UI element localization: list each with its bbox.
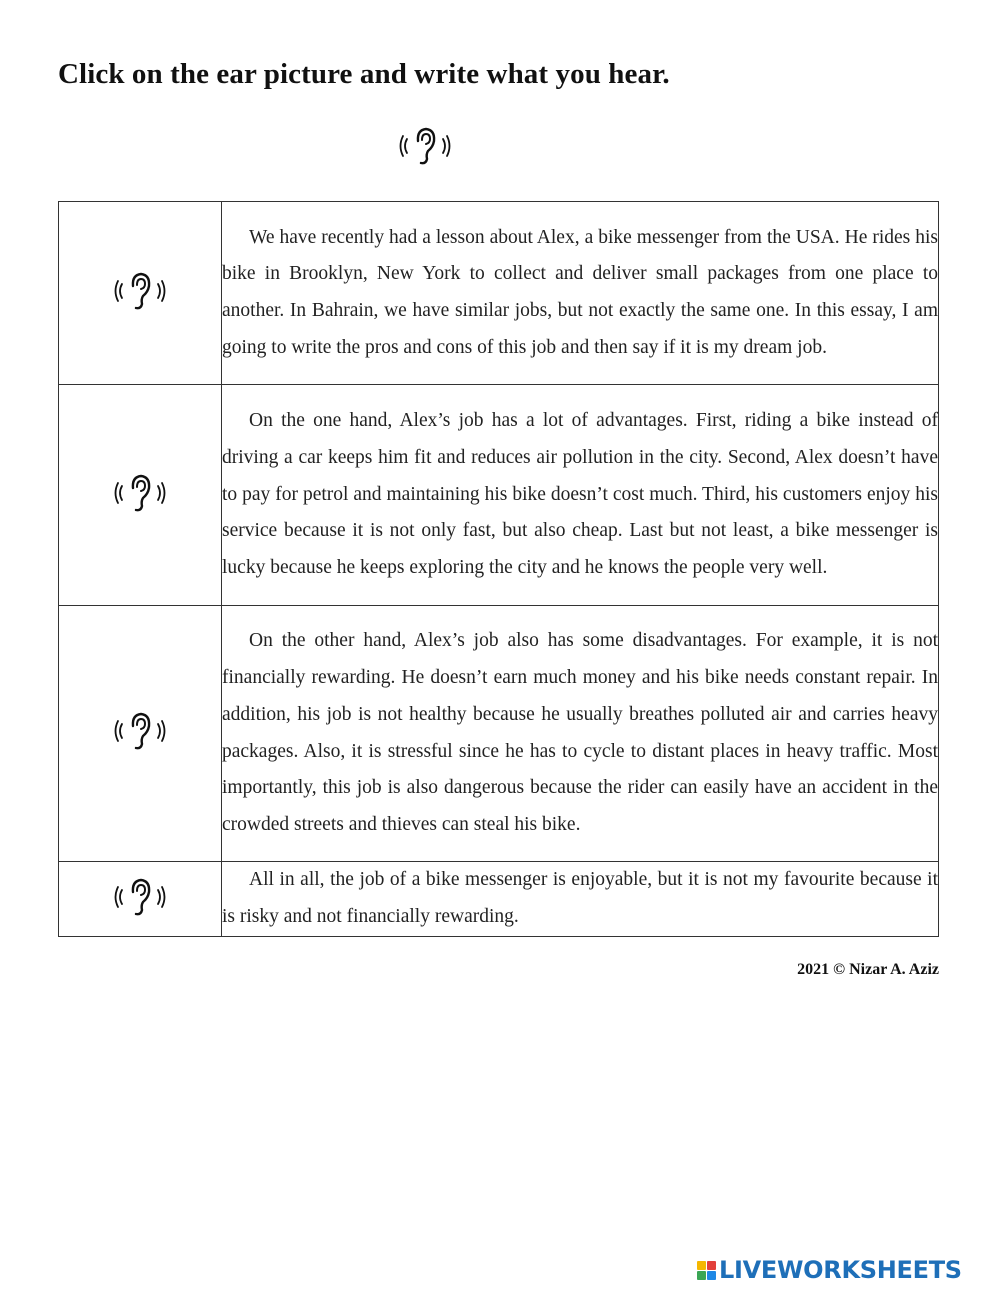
paragraph-3: On the other hand, Alex’s job also has some disadvantages. For example, it is not financially rewarding. He doesn’t earn much money and his bike needs constant repair. In addition, his job is not healthy because he usually breathes polluted air and carries heavy packages. Also, it is stressful since he has to cycle to distant places in heavy traffic. Most importantly, this job is also dangerous because the rider can easily have an accident in the crowded streets and thieves can steal his bike. [222, 630, 938, 835]
paragraph-4: All in all, the job of a bike messenger is enjoyable, but it is not my favourite because it is risky and not financially rewarding. [222, 869, 938, 927]
table-row [59, 385, 939, 606]
essay-table [58, 201, 939, 937]
paragraph-1: We have recently had a lesson about Alex, a bike messenger from the USA. He rides his bike in Brooklyn, New York to collect and deliver small packages from one place to another. In Bahrain, we have similar jobs, but not exactly the same one. In this essay, I am going to write the pros and cons of this job and then say if it is my dream job. [222, 226, 938, 358]
ear-listen-icon [113, 471, 167, 515]
copyright-credit: 2021 © Nizar A. Aziz [797, 961, 939, 978]
liveworksheets-brand[interactable] [697, 1256, 962, 1284]
ear-listen-icon [113, 269, 167, 313]
table-row [59, 606, 939, 862]
paragraph-cell [222, 202, 939, 385]
main-ear-audio-button[interactable] [398, 124, 452, 168]
ear-audio-button-3[interactable] [113, 709, 167, 753]
table-row [59, 862, 939, 937]
ear-listen-icon [113, 709, 167, 753]
ear-cell [59, 202, 222, 385]
logo-square [697, 1261, 706, 1270]
ear-listen-icon [398, 124, 452, 168]
table-row [59, 202, 939, 385]
paragraph-cell [222, 862, 939, 937]
ear-audio-button-1[interactable] [113, 269, 167, 313]
ear-cell [59, 385, 222, 606]
paragraph-cell [222, 385, 939, 606]
logo-square [707, 1271, 716, 1280]
logo-square [697, 1271, 706, 1280]
brand-name: LIVEWORKSHEETS [719, 1256, 962, 1284]
ear-cell [59, 862, 222, 937]
paragraph-2: On the one hand, Alex’s job has a lot of advantages. First, riding a bike instead of driving a car keeps him fit and reduces air pollution in the city. Second, Alex doesn’t have to pay for petrol and maintaining his bike doesn’t cost much. Third, his customers enjoy his service because it is not only fast, but also cheap. Last but not least, a bike messenger is lucky because he keeps exploring the city and he knows the people very well. [222, 410, 938, 579]
logo-square [707, 1261, 716, 1270]
liveworksheets-logo-icon [697, 1261, 716, 1280]
ear-listen-icon [113, 875, 167, 919]
page-title: Click on the ear picture and write what you hear. [58, 58, 670, 90]
paragraph-cell [222, 606, 939, 862]
ear-cell [59, 606, 222, 862]
ear-audio-button-2[interactable] [113, 471, 167, 515]
ear-audio-button-4[interactable] [113, 875, 167, 919]
